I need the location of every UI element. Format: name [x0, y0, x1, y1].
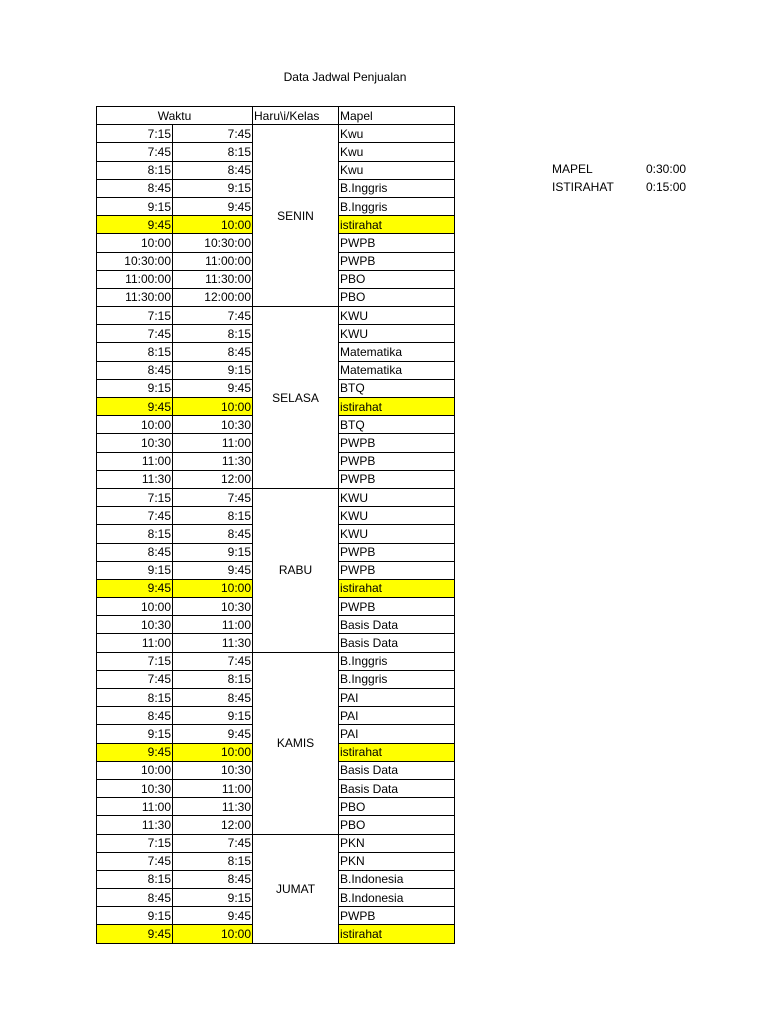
- end-time-cell[interactable]: 12:00: [173, 816, 253, 834]
- day-cell[interactable]: SENIN: [253, 125, 339, 307]
- end-time-cell[interactable]: 7:45: [173, 125, 253, 143]
- subject-cell[interactable]: PBO: [339, 270, 455, 288]
- start-time-cell[interactable]: 7:45: [97, 507, 173, 525]
- end-time-cell[interactable]: 10:30: [173, 761, 253, 779]
- end-time-cell[interactable]: 9:15: [173, 361, 253, 379]
- end-time-cell[interactable]: 10:00: [173, 216, 253, 234]
- start-time-cell[interactable]: 8:15: [97, 689, 173, 707]
- end-time-cell[interactable]: 10:30: [173, 598, 253, 616]
- subject-cell[interactable]: Matematika: [339, 361, 455, 379]
- end-time-cell[interactable]: 8:45: [173, 343, 253, 361]
- end-time-cell[interactable]: 10:30:00: [173, 234, 253, 252]
- start-time-cell[interactable]: 10:30: [97, 779, 173, 797]
- end-time-cell[interactable]: 11:30:00: [173, 270, 253, 288]
- end-time-cell[interactable]: 11:30: [173, 798, 253, 816]
- start-time-cell[interactable]: 8:45: [97, 543, 173, 561]
- start-time-cell[interactable]: 9:45: [97, 216, 173, 234]
- header-row: [97, 107, 455, 125]
- subject-cell[interactable]: PWPB: [339, 543, 455, 561]
- duration-istirahat-label[interactable]: ISTIRAHAT: [552, 180, 614, 194]
- subject-cell[interactable]: KWU: [339, 525, 455, 543]
- start-time-cell[interactable]: 7:15: [97, 125, 173, 143]
- subject-cell[interactable]: Kwu: [339, 161, 455, 179]
- end-time-cell[interactable]: 7:45: [173, 652, 253, 670]
- subject-cell[interactable]: B.Indonesia: [339, 889, 455, 907]
- start-time-cell[interactable]: 8:15: [97, 343, 173, 361]
- end-time-cell[interactable]: 8:45: [173, 161, 253, 179]
- end-time-cell[interactable]: 9:15: [173, 889, 253, 907]
- start-time-cell[interactable]: 11:00: [97, 634, 173, 652]
- start-time-cell[interactable]: 11:30: [97, 470, 173, 488]
- subject-cell[interactable]: istirahat: [339, 925, 455, 943]
- start-time-cell[interactable]: 11:00: [97, 798, 173, 816]
- subject-cell[interactable]: PKN: [339, 852, 455, 870]
- subject-cell[interactable]: istirahat: [339, 398, 455, 416]
- start-time-cell[interactable]: 7:15: [97, 488, 173, 506]
- start-time-cell[interactable]: 8:45: [97, 707, 173, 725]
- subject-cell[interactable]: B.Inggris: [339, 652, 455, 670]
- subject-cell[interactable]: PAI: [339, 707, 455, 725]
- page-title: Data Jadwal Penjualan: [283, 70, 407, 84]
- subject-cell[interactable]: PAI: [339, 725, 455, 743]
- start-time-cell[interactable]: 11:30: [97, 816, 173, 834]
- end-time-cell[interactable]: 10:00: [173, 925, 253, 943]
- end-time-cell[interactable]: 10:00: [173, 398, 253, 416]
- start-time-cell[interactable]: 10:30: [97, 434, 173, 452]
- start-time-cell[interactable]: 7:45: [97, 852, 173, 870]
- end-time-cell[interactable]: 10:00: [173, 743, 253, 761]
- subject-cell[interactable]: Kwu: [339, 125, 455, 143]
- subject-cell[interactable]: PWPB: [339, 561, 455, 579]
- schedule-row: [97, 652, 455, 670]
- subject-cell[interactable]: PKN: [339, 834, 455, 852]
- start-time-cell[interactable]: 8:45: [97, 361, 173, 379]
- start-time-cell[interactable]: 9:15: [97, 725, 173, 743]
- subject-cell[interactable]: Basis Data: [339, 779, 455, 797]
- subject-cell[interactable]: PAI: [339, 689, 455, 707]
- day-cell[interactable]: SELASA: [253, 307, 339, 489]
- start-time-cell[interactable]: 8:15: [97, 525, 173, 543]
- end-time-cell[interactable]: 11:00: [173, 779, 253, 797]
- end-time-cell[interactable]: 11:30: [173, 634, 253, 652]
- end-time-cell[interactable]: 9:15: [173, 179, 253, 197]
- start-time-cell[interactable]: 10:00: [97, 234, 173, 252]
- schedule-row: [97, 125, 455, 143]
- start-time-cell[interactable]: 9:45: [97, 743, 173, 761]
- start-time-cell[interactable]: 10:00: [97, 598, 173, 616]
- start-time-cell[interactable]: 10:30:00: [97, 252, 173, 270]
- subject-cell[interactable]: PBO: [339, 798, 455, 816]
- end-time-cell[interactable]: 8:15: [173, 852, 253, 870]
- end-time-cell[interactable]: 9:45: [173, 561, 253, 579]
- subject-cell[interactable]: istirahat: [339, 216, 455, 234]
- end-time-cell[interactable]: 11:30: [173, 452, 253, 470]
- start-time-cell[interactable]: 11:30:00: [97, 288, 173, 306]
- start-time-cell[interactable]: 9:15: [97, 561, 173, 579]
- start-time-cell[interactable]: 10:00: [97, 416, 173, 434]
- start-time-cell[interactable]: 8:45: [97, 179, 173, 197]
- header-mapel[interactable]: Mapel: [339, 107, 455, 125]
- end-time-cell[interactable]: 10:30: [173, 416, 253, 434]
- start-time-cell[interactable]: 9:45: [97, 579, 173, 597]
- end-time-cell[interactable]: 9:45: [173, 197, 253, 215]
- subject-cell[interactable]: PWPB: [339, 234, 455, 252]
- subject-cell[interactable]: Basis Data: [339, 616, 455, 634]
- start-time-cell[interactable]: 7:15: [97, 652, 173, 670]
- schedule-row: [97, 307, 455, 325]
- start-time-cell[interactable]: 9:45: [97, 925, 173, 943]
- end-time-cell[interactable]: 8:45: [173, 870, 253, 888]
- day-cell[interactable]: RABU: [253, 488, 339, 652]
- end-time-cell[interactable]: 11:00: [173, 434, 253, 452]
- subject-cell[interactable]: BTQ: [339, 416, 455, 434]
- subject-cell[interactable]: Basis Data: [339, 761, 455, 779]
- schedule-row: [97, 488, 455, 506]
- end-time-cell[interactable]: 8:45: [173, 525, 253, 543]
- duration-mapel-label[interactable]: MAPEL: [552, 162, 593, 176]
- start-time-cell[interactable]: 9:15: [97, 379, 173, 397]
- end-time-cell[interactable]: 11:00: [173, 616, 253, 634]
- end-time-cell[interactable]: 9:15: [173, 707, 253, 725]
- end-time-cell[interactable]: 8:15: [173, 507, 253, 525]
- subject-cell[interactable]: KWU: [339, 507, 455, 525]
- start-time-cell[interactable]: 7:45: [97, 325, 173, 343]
- start-time-cell[interactable]: 8:15: [97, 870, 173, 888]
- end-time-cell[interactable]: 12:00: [173, 470, 253, 488]
- start-time-cell[interactable]: 7:15: [97, 834, 173, 852]
- start-time-cell[interactable]: 7:15: [97, 307, 173, 325]
- subject-cell[interactable]: BTQ: [339, 379, 455, 397]
- header-hari-kelas[interactable]: Haru\i/Kelas: [253, 107, 339, 125]
- subject-cell[interactable]: istirahat: [339, 743, 455, 761]
- start-time-cell[interactable]: 11:00:00: [97, 270, 173, 288]
- end-time-cell[interactable]: 10:00: [173, 579, 253, 597]
- subject-cell[interactable]: B.Inggris: [339, 197, 455, 215]
- end-time-cell[interactable]: 7:45: [173, 834, 253, 852]
- start-time-cell[interactable]: 9:15: [97, 907, 173, 925]
- end-time-cell[interactable]: 11:00:00: [173, 252, 253, 270]
- end-time-cell[interactable]: 9:45: [173, 379, 253, 397]
- end-time-cell[interactable]: 8:15: [173, 670, 253, 688]
- subject-cell[interactable]: PWPB: [339, 598, 455, 616]
- start-time-cell[interactable]: 10:00: [97, 761, 173, 779]
- end-time-cell[interactable]: 7:45: [173, 488, 253, 506]
- end-time-cell[interactable]: 12:00:00: [173, 288, 253, 306]
- end-time-cell[interactable]: 8:45: [173, 689, 253, 707]
- start-time-cell[interactable]: 8:15: [97, 161, 173, 179]
- subject-cell[interactable]: PWPB: [339, 470, 455, 488]
- subject-cell[interactable]: PWPB: [339, 252, 455, 270]
- subject-cell[interactable]: PWPB: [339, 907, 455, 925]
- subject-cell[interactable]: KWU: [339, 488, 455, 506]
- start-time-cell[interactable]: 7:45: [97, 670, 173, 688]
- subject-cell[interactable]: PWPB: [339, 452, 455, 470]
- day-cell[interactable]: JUMAT: [253, 834, 339, 943]
- subject-cell[interactable]: B.Inggris: [339, 670, 455, 688]
- duration-istirahat-value[interactable]: 0:15:00: [646, 180, 687, 194]
- subject-cell[interactable]: KWU: [339, 307, 455, 325]
- subject-cell[interactable]: Kwu: [339, 143, 455, 161]
- schedule-body: [97, 125, 455, 943]
- schedule-row: [97, 834, 455, 852]
- subject-cell[interactable]: PBO: [339, 288, 455, 306]
- start-time-cell[interactable]: 11:00: [97, 452, 173, 470]
- start-time-cell[interactable]: 9:15: [97, 197, 173, 215]
- start-time-cell[interactable]: 8:45: [97, 889, 173, 907]
- header-waktu[interactable]: Waktu: [97, 107, 253, 125]
- day-cell[interactable]: KAMIS: [253, 652, 339, 834]
- subject-cell[interactable]: B.Indonesia: [339, 870, 455, 888]
- subject-cell[interactable]: PWPB: [339, 434, 455, 452]
- end-time-cell[interactable]: 9:45: [173, 907, 253, 925]
- end-time-cell[interactable]: 8:15: [173, 143, 253, 161]
- subject-cell[interactable]: Matematika: [339, 343, 455, 361]
- subject-cell[interactable]: PBO: [339, 816, 455, 834]
- schedule-table: [96, 106, 455, 944]
- subject-cell[interactable]: KWU: [339, 325, 455, 343]
- end-time-cell[interactable]: 8:15: [173, 325, 253, 343]
- start-time-cell[interactable]: 10:30: [97, 616, 173, 634]
- end-time-cell[interactable]: 9:15: [173, 543, 253, 561]
- duration-mapel-value[interactable]: 0:30:00: [646, 162, 687, 176]
- start-time-cell[interactable]: 9:45: [97, 398, 173, 416]
- end-time-cell[interactable]: 7:45: [173, 307, 253, 325]
- subject-cell[interactable]: istirahat: [339, 579, 455, 597]
- start-time-cell[interactable]: 7:45: [97, 143, 173, 161]
- subject-cell[interactable]: Basis Data: [339, 634, 455, 652]
- subject-cell[interactable]: B.Inggris: [339, 179, 455, 197]
- end-time-cell[interactable]: 9:45: [173, 725, 253, 743]
